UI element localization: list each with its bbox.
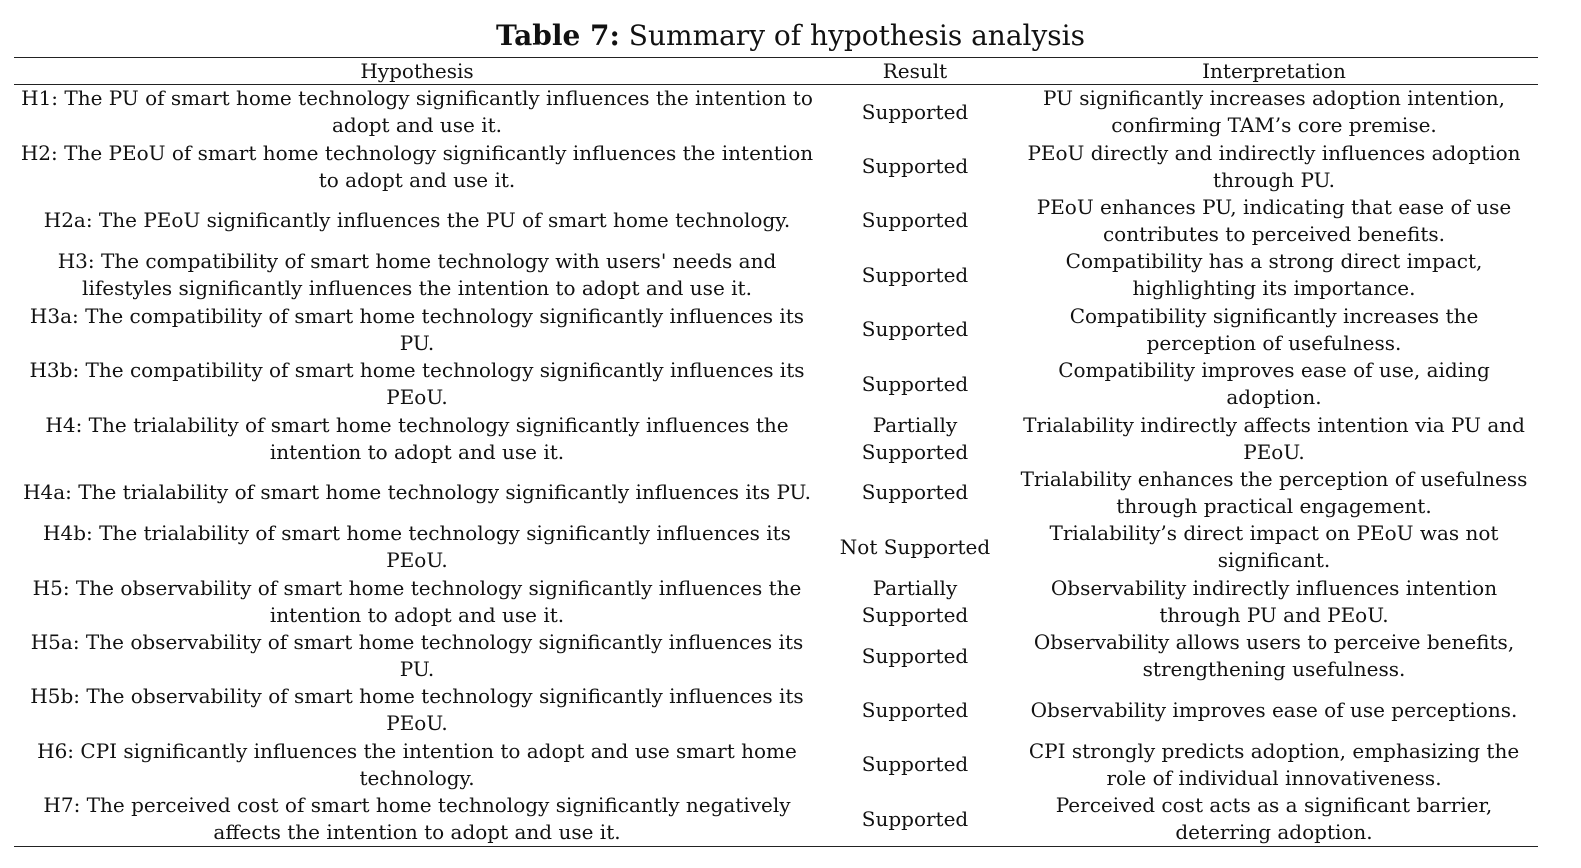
interpretation-cell: PU significantly increases adoption intention, confirming TAM’s core premise. (1042, 86, 1506, 138)
interpretation-cell: PEoU enhances PU, indicating that ease of use contributes to perceived benefits. (1036, 194, 1512, 246)
table-row (14, 248, 1538, 302)
hypothesis-cell: H4: The trialability of smart home technology significantly influences the intention to adopt and use it. (45, 412, 789, 464)
result-cell: Not Supported (839, 534, 991, 559)
hypothesis-cell: H5a: The observability of smart home technology significantly influences its PU. (30, 630, 804, 682)
table-row (14, 411, 1538, 465)
hypothesis-cell: H2a: The PEoU significantly influences the PU of smart home technology. (43, 208, 791, 233)
result-cell: Supported (861, 697, 969, 722)
table-row (14, 466, 1538, 520)
interpretation-cell: Observability allows users to perceive benefits, strengthening usefulness. (1033, 630, 1515, 682)
interpretation-cell: Compatibility has a strong direct impact, highlighting its importance. (1065, 249, 1483, 301)
result-cell: Supported (861, 752, 969, 777)
hypothesis-cell: H3b: The compatibility of smart home technology significantly influences its PEoU. (29, 358, 805, 410)
table-row (14, 139, 1538, 193)
table-row (14, 738, 1538, 792)
interpretation-cell: Observability indirectly influences intention through PU and PEoU. (1050, 575, 1498, 627)
interpretation-cell: Compatibility significantly increases the perception of usefulness. (1069, 303, 1479, 355)
header-hypothesis: Hypothesis (14, 58, 820, 85)
hypothesis-cell: H5: The observability of smart home technology significantly influences the intention to adopt and use it. (32, 575, 802, 627)
table-row (14, 629, 1538, 683)
interpretation-cell: Compatibility improves ease of use, aiding adoption. (1058, 358, 1490, 410)
interpretation-cell: Trialability’s direct impact on PEoU was not significant. (1049, 521, 1499, 573)
caption-label: Table 7: (495, 19, 620, 52)
table-row (14, 575, 1538, 629)
hypothesis-cell: H1: The PU of smart home technology significantly influences the intention to adopt and use it. (21, 86, 813, 138)
result-cell: Supported (861, 317, 969, 342)
interpretation-cell: Perceived cost acts as a significant barrier, deterring adoption. (1055, 793, 1493, 845)
interpretation-cell: Trialability enhances the perception of usefulness through practical engagement. (1020, 466, 1528, 518)
result-cell: Partially Supported (861, 412, 969, 464)
caption-text: Summary of hypothesis analysis (628, 19, 1085, 52)
result-cell: Supported (861, 208, 969, 233)
hypothesis-cell: H2: The PEoU of smart home technology significantly influences the intention to adopt and use it. (20, 140, 814, 192)
interpretation-cell: PEoU directly and indirectly influences adoption through PU. (1027, 140, 1521, 192)
result-cell: Supported (861, 371, 969, 396)
interpretation-cell: Observability improves ease of use perceptions. (1030, 697, 1518, 722)
table-caption (0, 18, 1581, 54)
table-row (14, 85, 1538, 140)
result-cell: Supported (861, 643, 969, 668)
header-result: Result (820, 58, 1010, 85)
result-cell: Partially Supported (861, 575, 969, 627)
table-row (14, 357, 1538, 411)
table-row (14, 303, 1538, 357)
table-row (14, 792, 1538, 847)
header-row (14, 58, 1538, 85)
table-row (14, 520, 1538, 574)
hypothesis-table (14, 57, 1538, 847)
interpretation-cell: Trialability indirectly affects intention via PU and PEoU. (1023, 412, 1525, 464)
hypothesis-cell: H3a: The compatibility of smart home technology significantly influences its PU. (29, 303, 805, 355)
hypothesis-cell: H4a: The trialability of smart home technology significantly influences its PU. (23, 480, 811, 505)
hypothesis-cell: H5b: The observability of smart home technology significantly influences its PEoU. (30, 684, 804, 736)
hypothesis-cell: H3: The compatibility of smart home technology with users' needs and lifestyles significantly influences the intention to adopt and use it. (57, 249, 777, 301)
result-cell: Supported (861, 806, 969, 831)
result-cell: Supported (861, 154, 969, 179)
interpretation-cell: CPI strongly predicts adoption, emphasizing the role of individual innovativeness. (1028, 738, 1520, 790)
hypothesis-cell: H6: CPI significantly influences the intention to adopt and use smart home technology. (37, 738, 797, 790)
hypothesis-cell: H7: The perceived cost of smart home technology significantly negatively affects the intention to adopt and use it. (43, 793, 791, 845)
table-row (14, 194, 1538, 248)
table-row (14, 683, 1538, 737)
result-cell: Supported (861, 262, 969, 287)
hypothesis-cell: H4b: The trialability of smart home technology significantly influences its PEoU. (43, 521, 791, 573)
header-interpretation: Interpretation (1010, 58, 1538, 85)
result-cell: Supported (861, 99, 969, 124)
result-cell: Supported (861, 480, 969, 505)
